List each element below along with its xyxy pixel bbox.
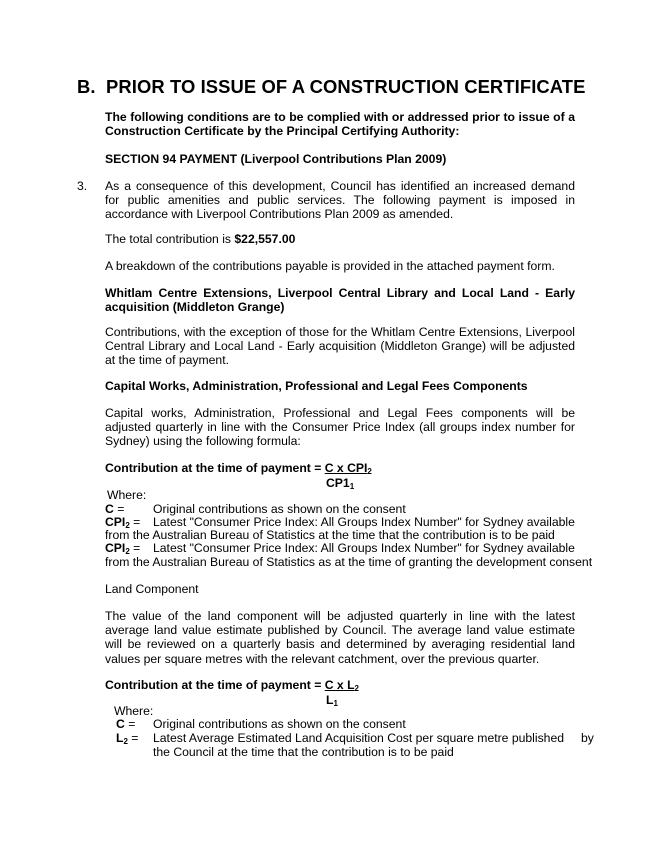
section-heading	[77, 76, 586, 98]
capital-formula-label: Contribution at the time of payment =	[105, 461, 325, 475]
capital-title: Capital Works, Administration, Professional and Legal Fees Components	[105, 379, 528, 393]
land-def-c: C = Original contributions as shown on the consent	[116, 717, 406, 731]
breakdown-text: A breakdown of the contributions payable is provided in the attached payment form.	[105, 259, 555, 273]
land-def-l2-cont: the Council at the time that the contribution is to be paid	[153, 745, 454, 759]
land-formula-label: Contribution at the time of payment =	[105, 678, 325, 692]
capital-def-cpi-2-cont: from the Australian Bureau of Statistics as at the time of granting the development consent	[105, 555, 593, 569]
capital-where: Where:	[107, 488, 147, 502]
capital-def-c: C = Original contributions as shown on the consent	[105, 502, 406, 516]
capital-formula-denominator: $CP1_1$	[326, 476, 355, 491]
land-where: Where:	[114, 704, 154, 718]
land-formula	[105, 678, 359, 693]
condition-text: As a consequence of this development, Council has identified an increased demand for public amenities and public services. The following payment is imposed in accordance with Liverpool Contributions Plan 2009 as amended.	[105, 179, 575, 222]
whitlam-text: Contributions, with the exception of those for the Whitlam Centre Extensions, Liverpool Central Library and Local Land - Early acquisition (Middleton Grange) will be adjusted at the time of payment.	[105, 325, 575, 368]
intro-paragraph: The following conditions are to be complied with or addressed prior to issue of a Construction Certificate by the Principal Certifying Authority:	[105, 110, 575, 139]
section-title: PRIOR TO ISSUE OF A CONSTRUCTION CERTIFICATE	[106, 76, 586, 97]
land-def-l2: $L_2$ = Latest Average Estimated Land Acquisition Cost per square metre published by	[116, 731, 594, 746]
section-94-title: SECTION 94 PAYMENT (Liverpool Contributions Plan 2009)	[105, 152, 447, 166]
total-contribution	[105, 232, 295, 246]
capital-formula	[105, 461, 372, 476]
capital-def-cpi-1: $CPI_2$ = Latest "Consumer Price Index: All Groups Index Number" for Sydney available	[105, 515, 575, 530]
total-amount: $22,557.00	[234, 232, 296, 246]
capital-formula-numerator: C x $CPI_2$	[324, 461, 372, 476]
capital-def-cpi-2: $CPI_2$ = Latest "Consumer Price Index: All Groups Index Number" for Sydney available	[105, 541, 575, 556]
total-prefix: The total contribution is	[105, 232, 235, 246]
land-title: Land Component	[105, 582, 199, 596]
land-formula-denominator: $L_1$	[326, 693, 338, 708]
condition-number: 3.	[77, 179, 88, 193]
capital-def-cpi-1-cont: from the Australian Bureau of Statistics at the time that the contribution is to be paid	[105, 528, 555, 542]
capital-text: Capital works, Administration, Professional and Legal Fees components will be adjusted quarterly in line with the Consumer Price Index (all groups index number for Sydney) using the following formula:	[105, 406, 575, 449]
section-letter: B.	[77, 76, 96, 97]
land-formula-numerator: C x $L_2$	[324, 678, 359, 693]
whitlam-title: Whitlam Centre Extensions, Liverpool Central Library and Local Land - Early acquisition (Middleton Grange)	[105, 286, 575, 315]
land-text: The value of the land component will be adjusted quarterly in line with the latest average land value estimate published by Council. The average land value estimate will be reviewed on a quarterly basis and determined by averaging residential land values per square metres with the relevant catchment, over the previous quarter.	[105, 609, 575, 666]
